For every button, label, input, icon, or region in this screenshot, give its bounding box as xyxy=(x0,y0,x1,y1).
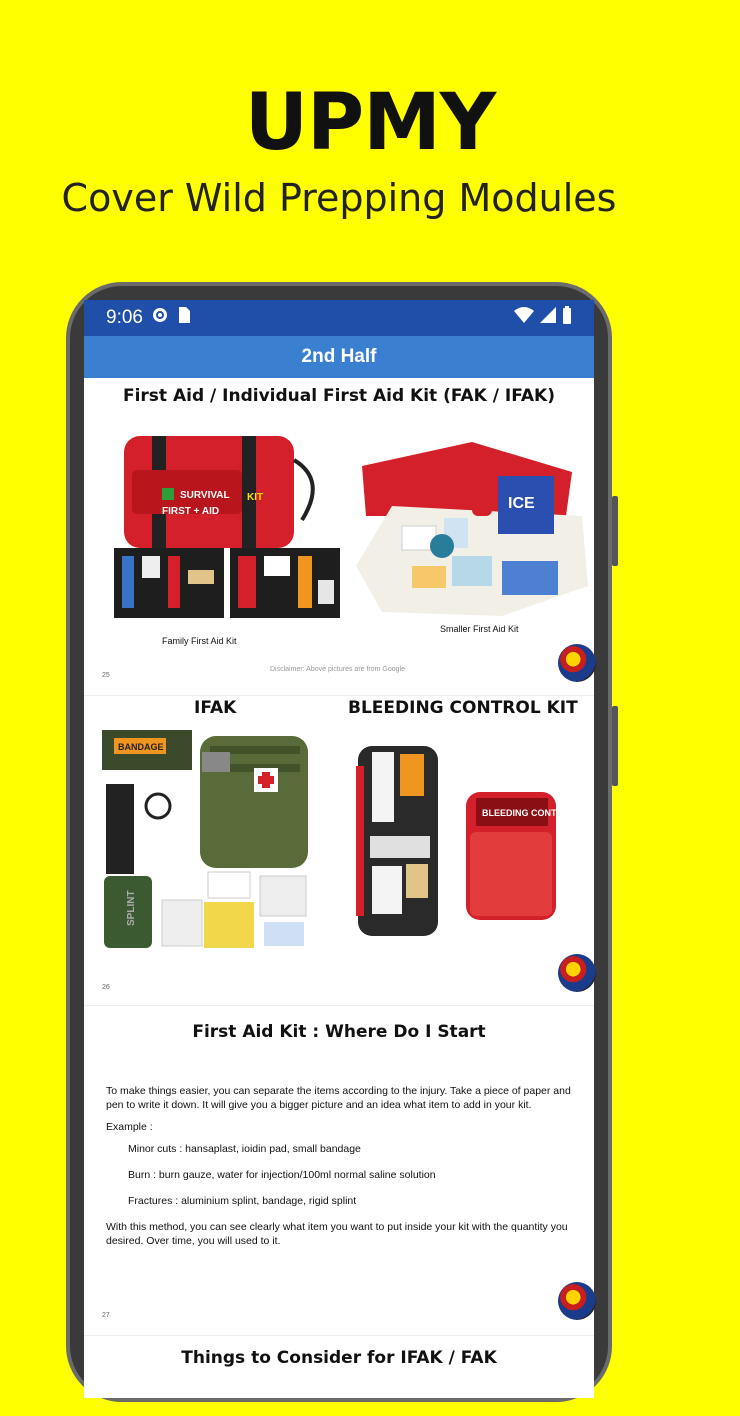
page-number: 26 xyxy=(102,984,110,991)
logo-seal xyxy=(558,954,596,992)
page-27-body xyxy=(106,1084,580,1256)
ifak-title: IFAK xyxy=(194,698,237,718)
disclaimer-text: Disclaimer: Above pictures are from Google xyxy=(270,666,405,673)
example-label: Example : xyxy=(106,1121,153,1133)
label-bleeding-control: BLEEDING CONTROL xyxy=(482,808,576,818)
page-27-title: First Aid Kit : Where Do I Start xyxy=(192,1022,486,1042)
example-fractures: Fractures : aluminium splint, bandage, rigid splint xyxy=(128,1195,357,1207)
app-bar-title: 2nd Half xyxy=(301,346,377,367)
wifi-icon xyxy=(514,307,534,329)
bleeding-control-kit-image xyxy=(348,736,598,944)
bag-label-survival: SURVIVAL xyxy=(180,490,230,501)
bleeding-control-kit-title: BLEEDING CONTROL KIT xyxy=(348,698,578,718)
label-splint: SPLINT xyxy=(126,890,137,926)
page-25 xyxy=(84,378,594,696)
bag-label-first-aid: FIRST + AID xyxy=(162,506,220,517)
intro-paragraph: To make things easier, you can separate the items according to the injury. Take a piece of paper and pen to write it down. It will give you a bigger picture and an idea what item to add in your kit. xyxy=(106,1085,571,1111)
family-first-aid-kit-image xyxy=(112,430,352,640)
signal-icon xyxy=(540,307,556,329)
phone-screen xyxy=(84,300,594,1398)
phone-frame xyxy=(66,282,612,1402)
sd-card-icon xyxy=(177,306,191,330)
pdf-content[interactable] xyxy=(84,378,594,1416)
status-bar xyxy=(84,300,594,336)
page-28 xyxy=(84,1336,594,1416)
example-burn: Burn : burn gauze, water for injection/100ml normal saline solution xyxy=(128,1169,436,1181)
svg-text:ICE: ICE xyxy=(508,495,535,512)
logo-seal xyxy=(558,1282,596,1320)
app-bar xyxy=(84,336,594,378)
page-25-title: First Aid / Individual First Aid Kit (FAK / IFAK) xyxy=(122,386,555,406)
power-button xyxy=(612,706,618,786)
outro-paragraph: With this method, you can see clearly what item you want to put inside your kit with the quantity you desired. Over time, you will used to it. xyxy=(106,1221,568,1247)
example-minor-cuts: Minor cuts : hansaplast, ioidin pad, small bandage xyxy=(128,1143,361,1155)
promo-title: UPMY xyxy=(244,78,496,168)
page-27 xyxy=(84,1006,594,1336)
bag-label-kit: KIT xyxy=(247,492,264,503)
settings-icon xyxy=(151,306,169,330)
label-bandage: BANDAGE xyxy=(118,742,164,752)
page-number: 25 xyxy=(102,672,110,679)
battery-icon xyxy=(562,306,572,330)
status-time: 9:06 xyxy=(106,307,143,328)
page-28-title: Things to Consider for IFAK / FAK xyxy=(181,1348,497,1368)
promo-subtitle: Cover Wild Prepping Modules xyxy=(61,176,617,220)
caption-smaller-first-aid-kit: Smaller First Aid Kit xyxy=(440,624,519,634)
smaller-first-aid-kit-image xyxy=(352,436,592,626)
logo-seal xyxy=(558,644,596,682)
ifak-image xyxy=(100,726,314,954)
page-number: 27 xyxy=(102,1312,110,1319)
caption-family-first-aid-kit: Family First Aid Kit xyxy=(162,636,237,646)
page-26 xyxy=(84,696,594,1006)
volume-button xyxy=(612,496,618,566)
